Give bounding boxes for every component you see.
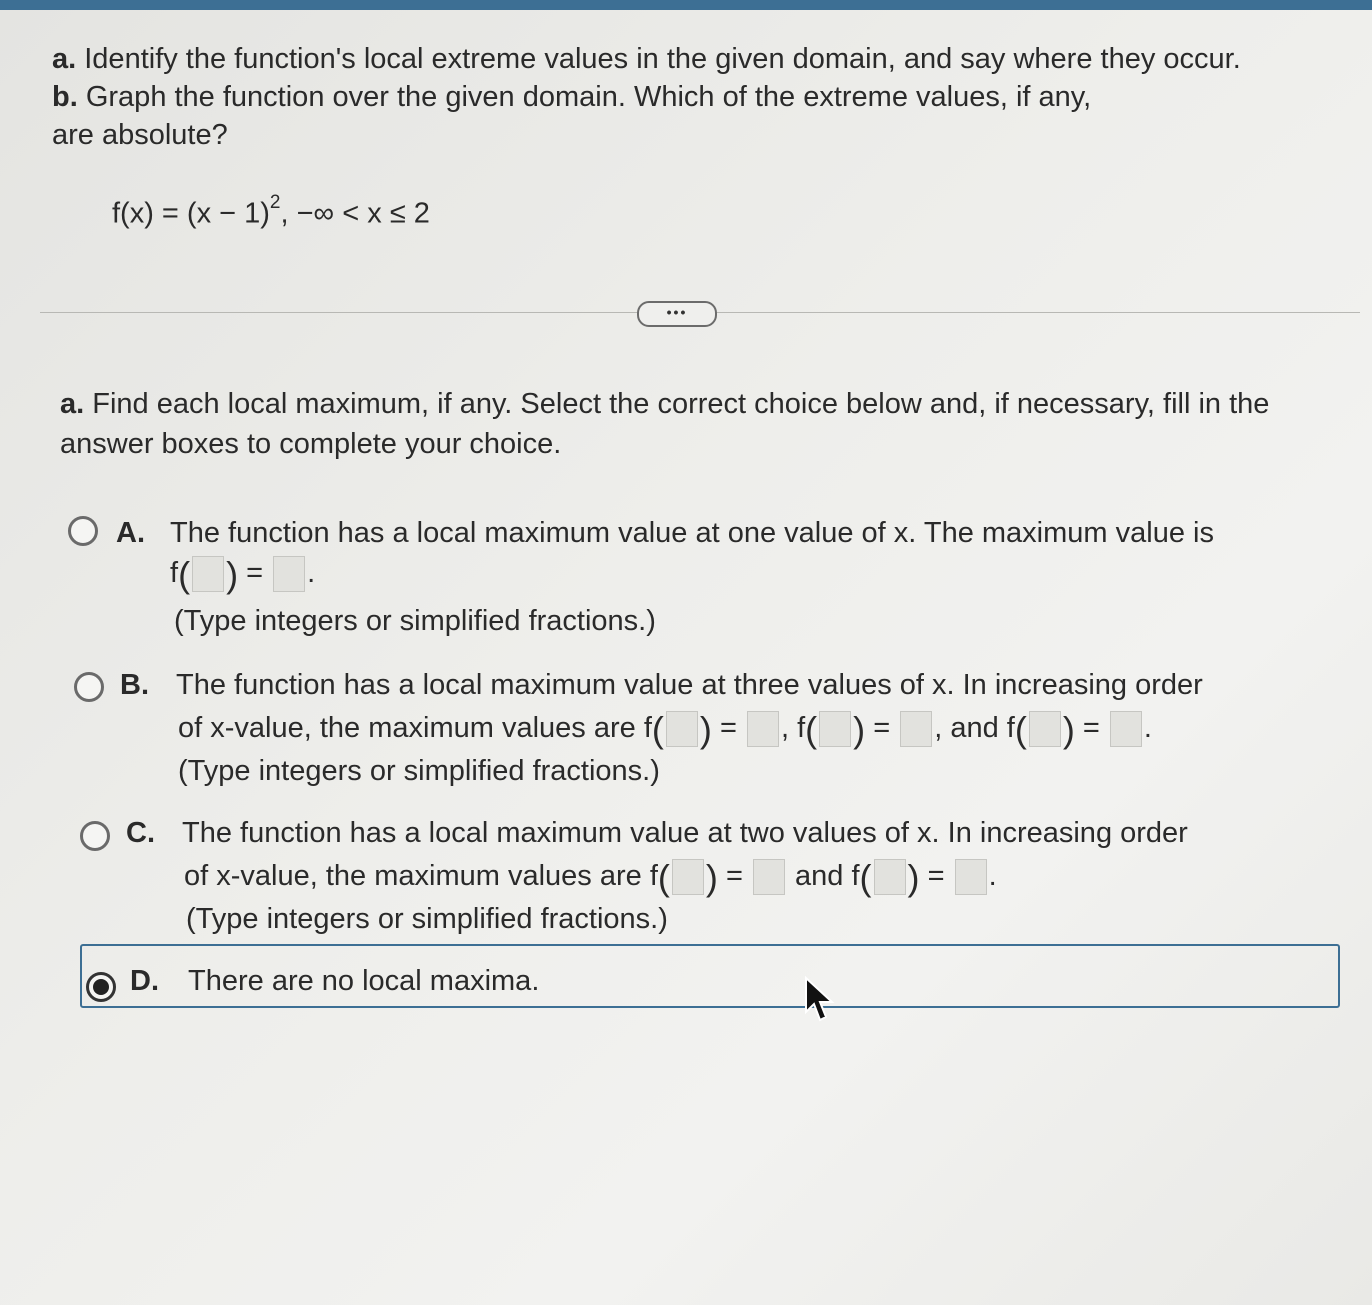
problem-part-b (52, 78, 1352, 116)
function-label: f (797, 712, 806, 744)
period: . (988, 860, 997, 892)
function-label: f (1006, 712, 1015, 744)
equals-sign: = (873, 712, 891, 744)
question-label: a. (60, 388, 85, 420)
formula-main: f(x) = (x − 1) (112, 197, 270, 230)
period: . (307, 557, 316, 589)
choice-d-text: There are no local maxima. (188, 965, 540, 997)
top-bar (0, 0, 1372, 10)
choice-a-hint: (Type integers or simplified fractions.) (174, 605, 656, 637)
equals-sign: = (1082, 712, 1100, 744)
answer-box-b-value2[interactable] (900, 711, 932, 747)
function-label: f (643, 712, 652, 744)
equals-sign: = (719, 712, 737, 744)
choice-c-text-2: of x-value, the maximum values are (184, 860, 642, 892)
mouse-cursor-icon (804, 976, 836, 1024)
equals-sign: = (246, 557, 264, 589)
choice-d-letter: D. (130, 965, 159, 997)
radio-choice-c[interactable] (80, 821, 110, 851)
comma: , (934, 712, 943, 744)
function-label: f (649, 860, 658, 892)
question-text: Find each local maximum, if any. Select the correct choice below and, if necessary, fill in the answer boxes to complete your choice. (60, 388, 1270, 460)
answer-box-a-value[interactable] (273, 556, 305, 592)
choice-c-letter: C. (126, 817, 155, 849)
choice-c-hint: (Type integers or simplified fractions.) (186, 903, 668, 935)
equals-sign: = (927, 860, 945, 892)
answer-box-c-x2[interactable] (874, 859, 906, 895)
answer-box-c-value2[interactable] (955, 859, 987, 895)
problem-statement (52, 40, 1352, 154)
choice-c-answer-line: of x-value, the maximum values are f( ) = and f( ) = . (184, 856, 997, 898)
and-word: and (795, 860, 844, 892)
choice-b-text-2: of x-value, the maximum values are (178, 712, 636, 744)
question-prompt (60, 384, 1330, 464)
choice-b-text: The function has a local maximum value at three values of x. In increasing order (176, 669, 1203, 701)
radio-choice-d[interactable] (86, 972, 116, 1002)
and-word: and (950, 712, 999, 744)
function-formula (112, 192, 430, 231)
function-label: f (170, 557, 179, 589)
formula-exponent: 2 (269, 192, 281, 213)
choice-a-text: The function has a local maximum value at one value of x. The maximum value is (170, 517, 1214, 549)
equals-sign: = (725, 860, 743, 892)
part-b-text: Graph the function over the given domain. Which of the extreme values, if any, (85, 81, 1092, 113)
radio-choice-b[interactable] (74, 672, 104, 702)
answer-box-b-value3[interactable] (1110, 711, 1142, 747)
problem-part-a (52, 40, 1352, 78)
part-b-label: b. (52, 81, 78, 113)
more-options-button[interactable]: ••• (637, 301, 717, 327)
choice-b-answer-line: of x-value, the maximum values are f( ) = , f( ) = , and f( ) = . (178, 708, 1152, 750)
choice-a-letter: A. (116, 517, 145, 549)
answer-box-c-value1[interactable] (753, 859, 785, 895)
answer-box-b-x2[interactable] (819, 711, 851, 747)
answer-box-b-x3[interactable] (1029, 711, 1061, 747)
formula-domain: , −∞ < x ≤ 2 (280, 197, 430, 230)
part-a-label: a. (52, 43, 77, 75)
choice-a-answer-line: f( ) = . (170, 553, 316, 595)
answer-box-b-value1[interactable] (747, 711, 779, 747)
answer-box-c-x1[interactable] (672, 859, 704, 895)
radio-choice-a[interactable] (68, 516, 98, 546)
choice-b-letter: B. (120, 669, 149, 701)
part-b-text-cont: are absolute? (52, 119, 228, 151)
part-a-text: Identify the function's local extreme values in the given domain, and say where they occur. (84, 43, 1241, 75)
period: . (1143, 712, 1152, 744)
function-label: f (851, 860, 860, 892)
comma: , (780, 712, 789, 744)
answer-box-b-x1[interactable] (666, 711, 698, 747)
answer-box-a-x[interactable] (192, 556, 224, 592)
choice-c-text: The function has a local maximum value at two values of x. In increasing order (182, 817, 1188, 849)
choice-b-hint: (Type integers or simplified fractions.) (178, 755, 660, 787)
